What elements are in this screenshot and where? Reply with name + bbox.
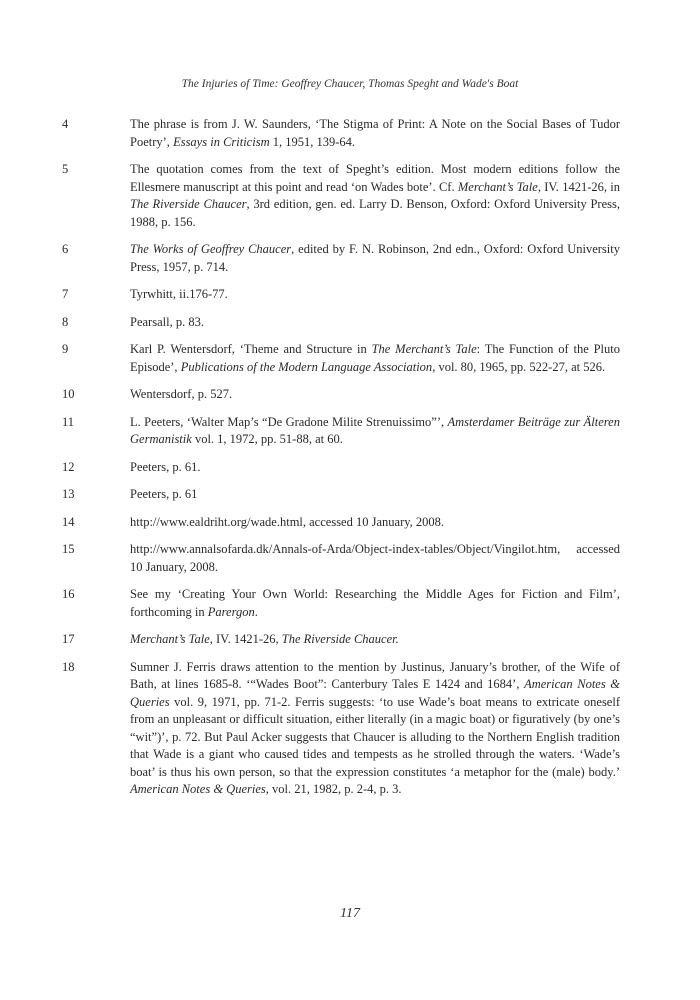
endnote-italic-segment: Merchant’s Tale [130,632,210,646]
endnote-text [130,241,620,276]
endnote-text [130,631,620,649]
endnote-segment: http://www.annalsofarda.dk/Annals-of-Arda/Object-index-tables/Object/Vingilot.htm, accessed 10 January, 2008. [130,542,620,574]
endnote-segment: See my ‘Creating Your Own World: Researching the Middle Ages for Fiction and Film’, forthcoming in [130,587,620,619]
endnote-italic-segment: Merchant’s Tale [457,179,538,194]
endnote-text [130,486,620,504]
endnote-number: 16 [62,587,75,601]
endnote-number: 9 [62,342,69,356]
endnote-segment: Peeters, p. 61. [130,459,201,474]
endnote-number: 14 [62,514,75,529]
endnote-italic-segment: American Notes & Queries [130,677,621,709]
endnote-italic-segment: The Riverside Chaucer [130,197,247,211]
endnote-item [0,386,700,404]
endnote-segment: , 3rd edition, gen. ed. Larry D. Benson, Oxford: Oxford University Press, 1988, p. 156. [130,197,620,229]
endnote-item [0,314,700,332]
endnote-italic-segment: The Works of Geoffrey Chaucer [130,242,292,256]
endnote-text [130,314,620,332]
endnote-segment: Wentersdorf, p. 527. [130,387,233,401]
endnote-italic-segment: Publications of the Modern Language Association [180,359,433,374]
endnote-segment: , edited by F. N. Robinson, 2nd edn., Oxford: Oxford University Press, 1957, p. 714. [130,242,620,274]
endnote-item [0,414,700,449]
page-number: 117 [340,906,360,921]
endnote-segment: Pearsall, p. 83. [130,314,204,329]
endnote-segment: , IV. 1421-26, in [537,179,621,194]
endnote-number: 4 [62,117,69,131]
endnote-text [130,161,620,231]
endnote-text [130,459,620,477]
endnote-segment: The phrase is from J. W. Saunders, ‘The Stigma of Print: A Note on the Social Bases of Tudor Poetry’, [130,117,620,149]
endnote-number: 15 [62,542,75,556]
endnote-segment: , IV. 1421-26, [209,632,282,646]
endnote-text [130,514,620,532]
endnote-segment: . [254,604,258,619]
endnote-item [0,486,700,504]
endnote-item [0,514,700,532]
endnote-italic-segment: American Notes & Queries [130,782,266,796]
running-head: The Injuries of Time: Geoffrey Chaucer, Thomas Speght and Wade's Boat [181,78,519,90]
endnote-number: 17 [62,632,75,646]
endnote-segment: Sumner J. Ferris draws attention to the mention by Justinus, January’s brother, of the Wife of Bath, at lines 1685-8. ‘“Wades Boot”: Canterbury Tales E 1424 and 1684’, [130,659,620,691]
endnote-segment: Tyrwhitt, ii.176-77. [130,287,228,301]
endnote-text [130,586,620,621]
endnote-segment: , vol. 80, 1965, pp. 522-27, at 526. [432,359,606,374]
endnote-text [130,414,620,449]
endnote-number: 12 [62,459,75,474]
endnote-item [0,341,700,376]
endnote-number: 11 [62,414,75,429]
endnotes-list [0,116,700,809]
endnote-italic-segment: Essays in Criticism [173,134,270,149]
endnote-item [0,586,700,621]
endnote-italic-segment: Amsterdamer Beiträge zur Älteren Germanistik [130,414,620,446]
endnote-text [130,341,620,376]
endnote-number: 6 [62,242,69,256]
endnote-item [0,161,700,231]
endnote-text [130,386,620,404]
endnote-text [130,116,620,151]
endnote-number: 18 [62,659,75,674]
endnote-segment: vol. 9, 1971, pp. 71-2. Ferris suggests: ‘to use Wade’s boat means to extricate oneself from an unpleasant or difficult situation, either literally (in a magic boat) or figuratively (by one’s “wit”)’, p. 72. But Paul Acker suggests that Chaucer is alluding to the Northern English tradition that Wade is a giant who caused tides and tempests as he strolled through the waters. ‘Wade’s boat’ is thus his own person, so that the expression constitutes ‘a metaphor for the (male) body.’ [130,694,620,779]
endnote-item [0,286,700,304]
endnote-item [0,459,700,477]
endnote-segment: L. Peeters, ‘Walter Map’s “De Gradone Milite Strenuissimo”’, [130,414,448,429]
endnote-number: 5 [62,162,69,176]
endnote-item [0,631,700,649]
endnote-text [130,286,620,304]
endnote-italic-segment: The Riverside Chaucer. [281,632,399,646]
endnote-segment: vol. 1, 1972, pp. 51-88, at 60. [191,432,343,446]
endnote-segment: Peeters, p. 61 [130,487,198,501]
endnote-text [130,541,620,576]
endnote-italic-segment: The Merchant’s Tale [371,342,477,356]
endnote-item [0,541,700,576]
endnote-segment: 1, 1951, 139-64. [269,134,356,149]
endnote-segment: The quotation comes from the text of Speght’s edition. Most modern editions follow the Ellesmere manuscript at this point and read ‘on Wades bote’. Cf. [130,162,620,194]
endnote-number: 8 [62,314,69,329]
endnote-item [0,241,700,276]
endnote-text [130,659,620,799]
endnote-segment: , vol. 21, 1982, p. 2-4, p. 3. [265,782,402,796]
endnote-item [0,659,700,799]
endnote-segment: : The Function of the Pluto Episode’, [130,342,621,374]
endnote-item [0,116,700,151]
endnote-segment: Karl P. Wentersdorf, ‘Theme and Structure in [130,342,372,356]
endnote-number: 10 [62,387,75,401]
endnote-number: 7 [62,287,69,301]
endnote-segment: http://www.ealdriht.org/wade.html, accessed 10 January, 2008. [130,514,445,529]
endnote-italic-segment: Parergon [207,604,255,619]
endnote-number: 13 [62,487,75,501]
